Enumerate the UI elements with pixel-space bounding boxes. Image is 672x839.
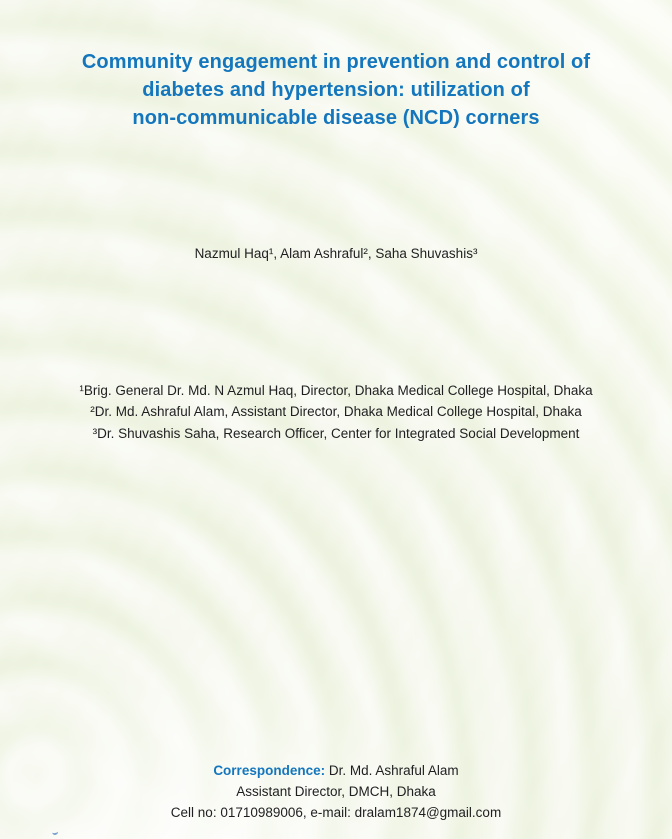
affiliation-line-2: ²Dr. Md. Ashraful Alam, Assistant Director, Dhaka Medical College Hospital, Dhaka [90,404,582,420]
affiliation-line-3: ³Dr. Shuvashis Saha, Research Officer, Center for Integrated Social Development [92,425,580,441]
correspondence-label: Correspondence: [213,763,326,778]
affiliation-line-1: ¹Brig. General Dr. Md. N Azmul Haq, Director, Dhaka Medical College Hospital, Dhaka [79,383,593,398]
correspondence-block [0,760,672,823]
correspondence-address: Assistant Director, DMCH, Dhaka [236,784,436,799]
affiliations-block [0,380,672,444]
correspondence-contact: Cell no: 01710989006, e-mail: dralam1874@gmail.com [170,805,502,820]
authors-line: Nazmul Haq¹, Alam Ashraful², Saha Shuvashis³ [194,246,478,261]
paper-title-line-2: diabetes and hypertension: utilization of [142,79,530,101]
correspondence-name: Dr. Md. Ashraful Alam [328,763,459,778]
paper-title-line-1: Community engagement in prevention and control of [81,51,591,73]
paper-title [0,48,672,132]
paper-title-line-3: non-communicable disease (NCD) corners [132,107,540,129]
correspondence-line-1 [0,760,672,781]
